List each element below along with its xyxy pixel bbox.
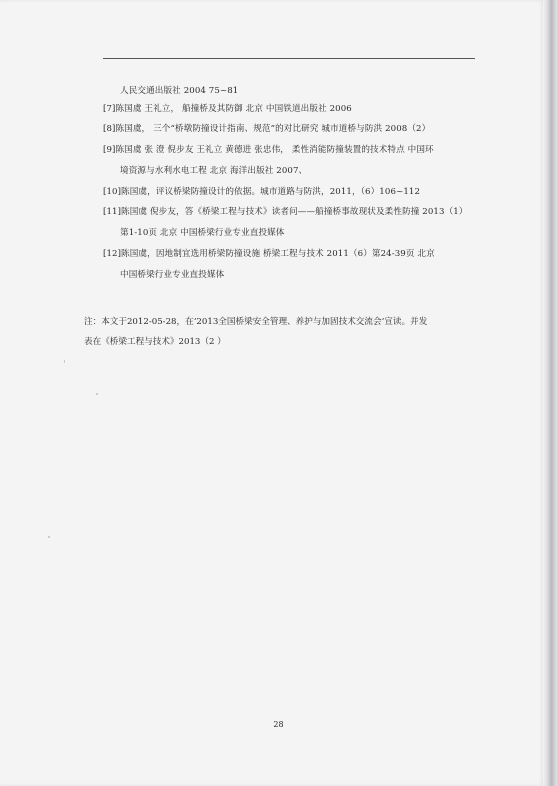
scan-speck xyxy=(48,536,50,538)
reference-12-line-2: 中国桥梁行业专业直投媒体 xyxy=(120,270,225,280)
footnote-line-1: 注：本文于2012-05-28，在‘2013全国桥梁安全管理、养护与加固技术交流会’宣读。并发 xyxy=(84,317,428,327)
header-rule xyxy=(103,58,475,59)
reference-9-line-2: 境资源与水利水电工程 北京 海洋出版社 2007、 xyxy=(120,166,308,176)
reference-8: [8]陈国虞， 三个“桥墩防撞设计指南、规范”的对比研究 城市道桥与防洪 2008（2） xyxy=(103,124,431,134)
scan-speck xyxy=(64,360,65,363)
reference-7: [7]陈国虞 王礼立， 船撞桥及其防御 北京 中国铁道出版社 2006 xyxy=(103,104,352,114)
reference-9-line-1: [9]陈国虞 张 澄 倪步友 王礼立 黄德进 张忠伟， 柔性消能防撞装置的技术特点 中国环 xyxy=(103,145,434,155)
page-number: 28 xyxy=(273,720,284,729)
scan-speck xyxy=(96,393,98,395)
reference-11-line-2: 第1-10页 北京 中国桥梁行业专业直投媒体 xyxy=(120,228,285,238)
reference-12-line-1: [12]陈国虞，因地制宜选用桥梁防撞设施 桥梁工程与技术 2011（6）第24-39页 北京 xyxy=(103,249,435,259)
page-edge-shadow xyxy=(543,0,557,786)
reference-10: [10]陈国虞，评议桥梁防撞设计的依据。城市道路与防洪，2011，（6）106~112 xyxy=(103,187,421,197)
reference-11-line-1: [11]陈国虞 倪步友，答《桥梁工程与技术》读者问——船撞桥事故现状及柔性防撞 2013（1） xyxy=(103,207,468,217)
reference-continuation-line: 人民交通出版社 2004 75~81 xyxy=(120,86,239,96)
footnote-line-2: 表在《桥梁工程与技术》2013（2 ） xyxy=(84,337,226,347)
